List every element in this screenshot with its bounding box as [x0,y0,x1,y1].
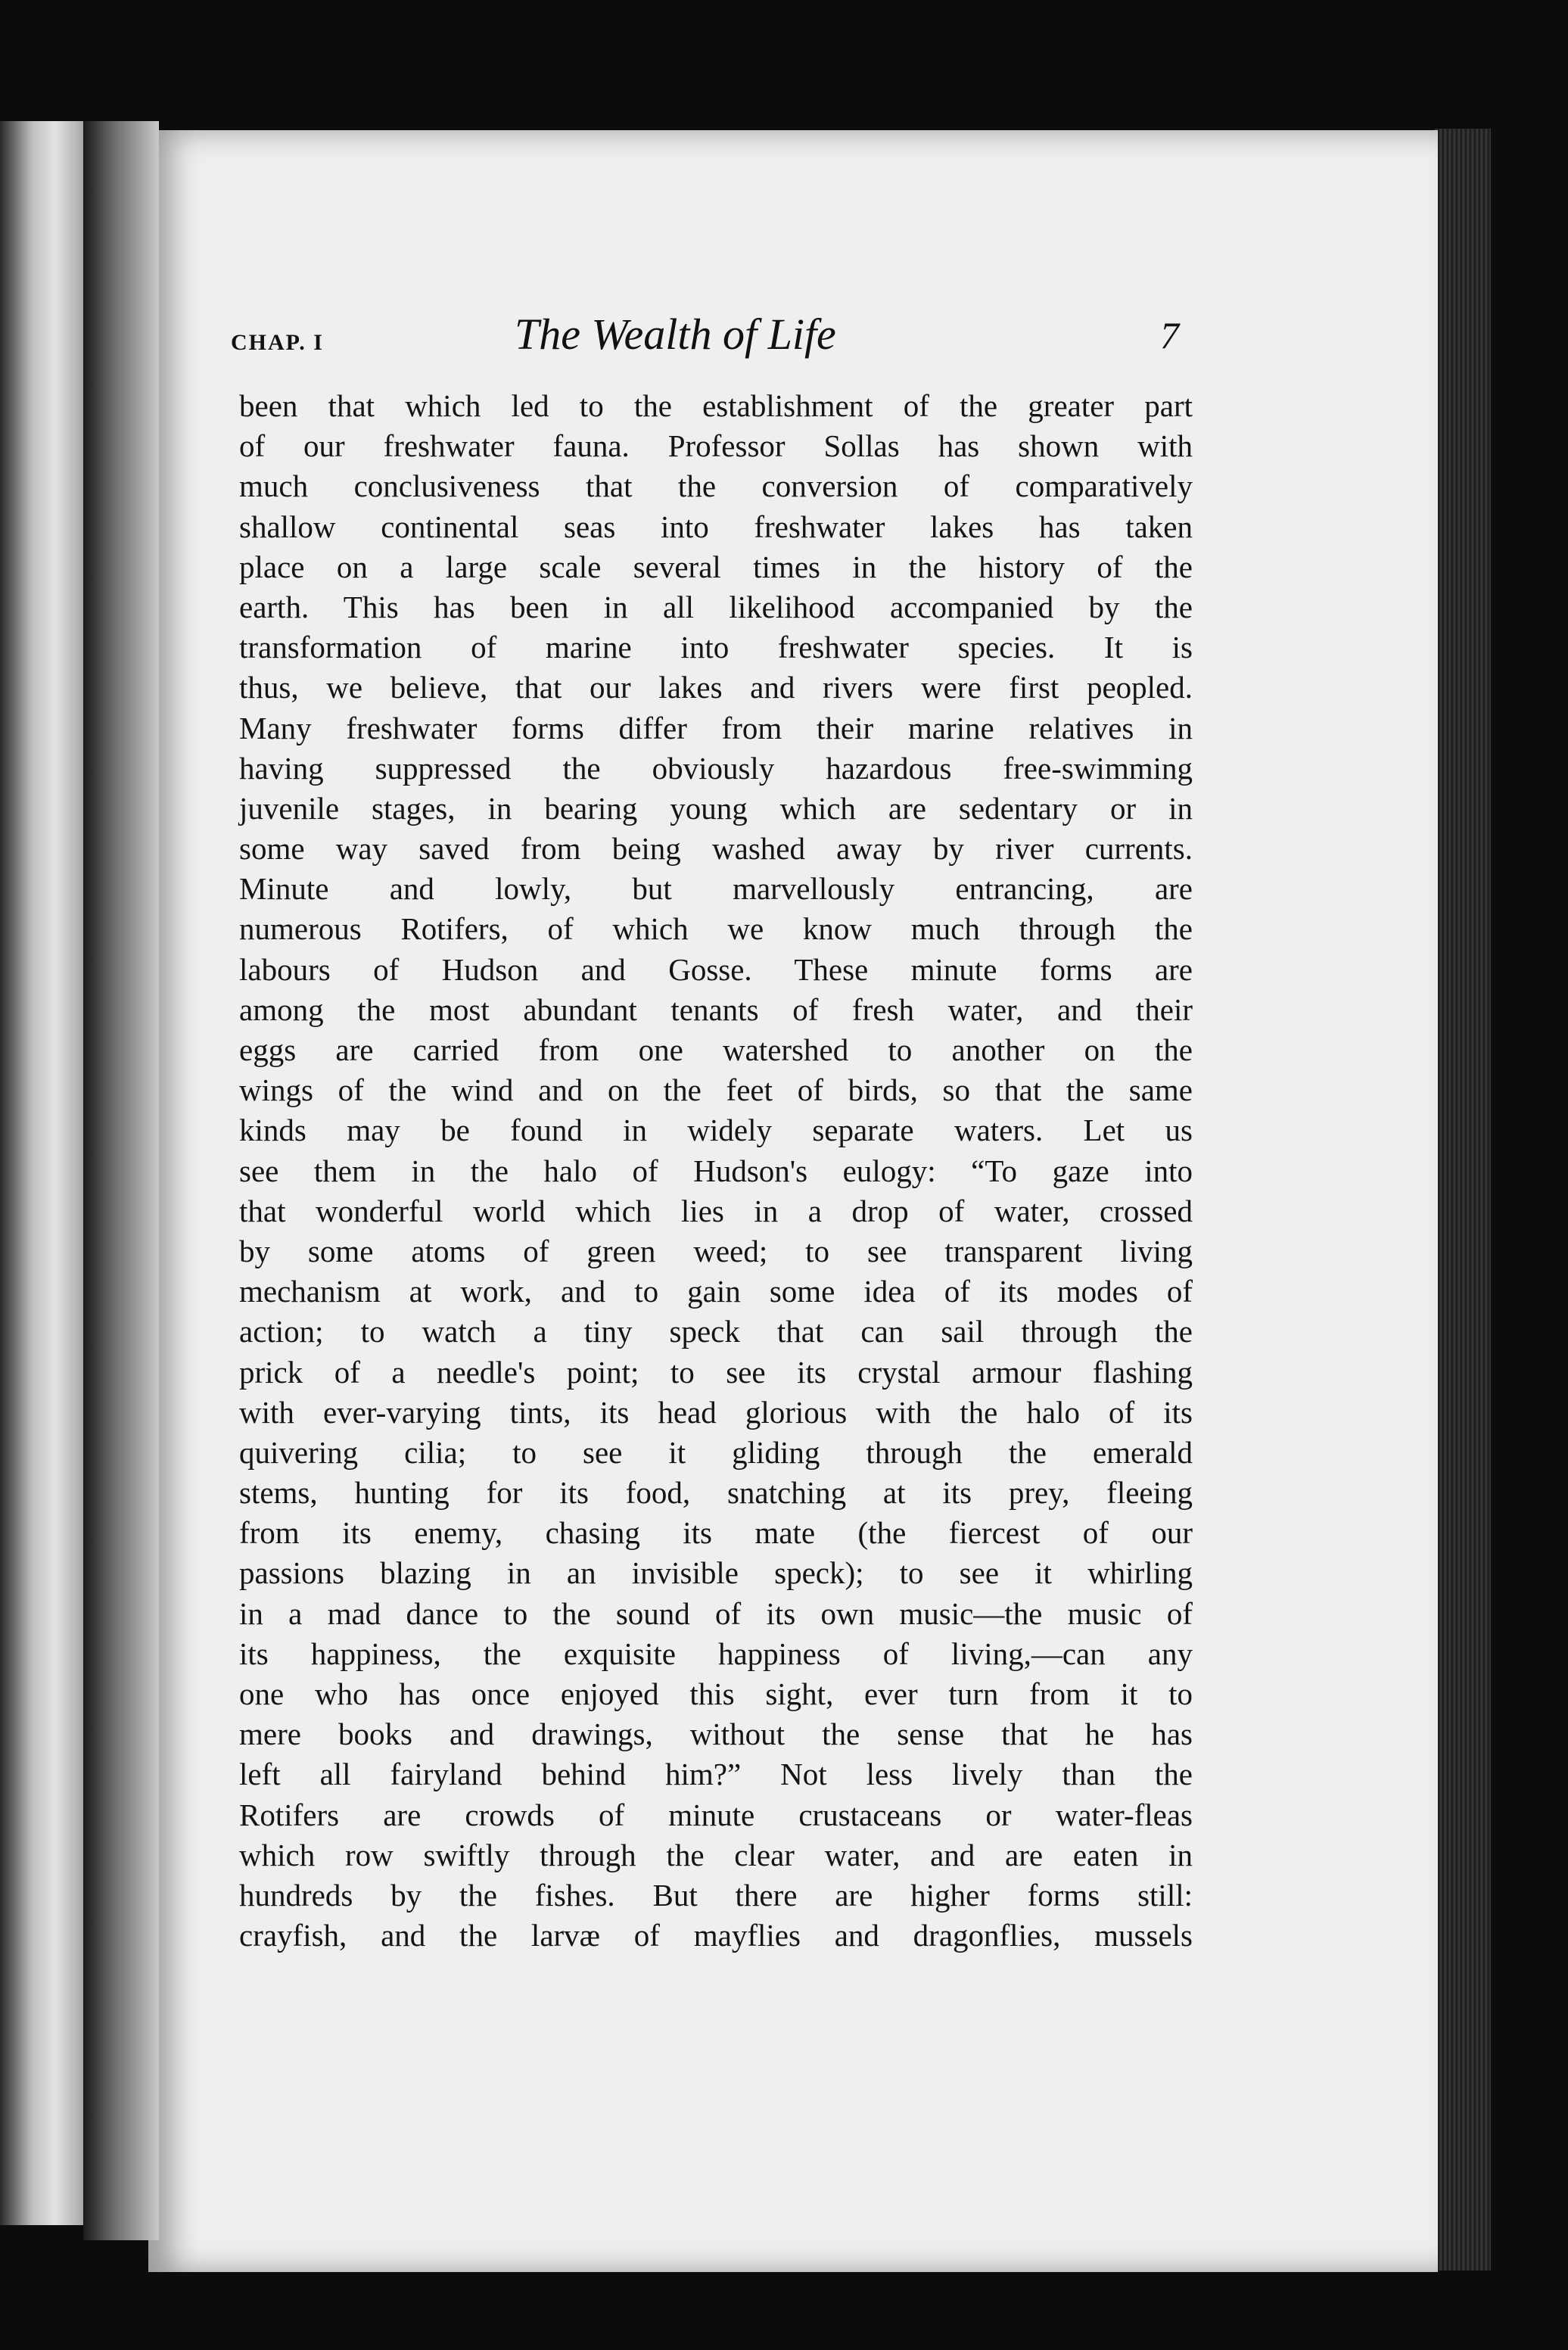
text-line: that wonderful world which lies in a drop of water, crossed [239,1193,1193,1228]
text-line: see them in the halo of Hudson's eulogy: “To gaze into [239,1153,1193,1188]
text-line: place on a large scale several times in the history of the [239,549,1193,584]
text-line: been that which led to the establishment of the greater part [239,388,1193,423]
text-line: hundreds by the fishes. But there are higher forms still: [239,1877,1193,1913]
text-line: earth. This has been in all likelihood accompanied by the [239,589,1193,624]
text-line: one who has once enjoyed this sight, ever turn from it to [239,1676,1193,1711]
text-line: of our freshwater fauna. Professor Sollas has shown with [239,428,1193,464]
text-line: thus, we believe, that our lakes and rivers were first peopled. [239,670,1193,705]
text-line: eggs are carried from one watershed to another on the [239,1032,1193,1067]
text-line: prick of a needle's point; to see its crystal armour flashing [239,1354,1193,1390]
text-line: some way saved from being washed away by river currents. [239,831,1193,867]
text-line: kinds may be found in widely separate waters. Let us [239,1113,1193,1148]
text-line: Minute and lowly, but marvellously entrancing, are [239,871,1193,907]
text-line: stems, hunting for its food, snatching at its prey, fleeing [239,1475,1193,1511]
text-line: much conclusiveness that the conversion of comparatively [239,468,1193,504]
text-line: having suppressed the obviously hazardous free-swimming [239,750,1193,786]
text-line: transformation of marine into freshwater species. It is [239,630,1193,665]
text-line: action; to watch a tiny speck that can sail through the [239,1314,1193,1349]
text-line: mere books and drawings, without the sense that he has [239,1717,1193,1752]
text-line: by some atoms of green weed; to see transparent living [239,1233,1193,1268]
text-line: juvenile stages, in bearing young which are sedentary or in [239,790,1193,826]
text-line: left all fairyland behind him?” Not less lively than the [239,1757,1193,1792]
text-line: wings of the wind and on the feet of birds, so that the same [239,1072,1193,1108]
text-line: labours of Hudson and Gosse. These minute forms are [239,951,1193,987]
text-line: Rotifers are crowds of minute crustaceans or water-fleas [239,1797,1193,1832]
text-line: crayfish, and the larvæ of mayflies and dragonflies, mussels [239,1918,1193,1953]
facing-page-edge [0,121,91,2225]
book-title: The Wealth of Life [515,310,836,359]
text-line: in a mad dance to the sound of its own music—the music of [239,1595,1193,1631]
text-line: mechanism at work, and to gain some idea of its modes of [239,1274,1193,1309]
text-line: numerous Rotifers, of which we know much through the [239,911,1193,947]
gutter-shadow [83,121,159,2240]
text-line: with ever-varying tints, its head glorious with the halo of its [239,1394,1193,1430]
page-number: 7 [1160,314,1179,356]
text-line: quivering cilia; to see it gliding through the emerald [239,1434,1193,1470]
page-stack-edge [1434,129,1491,2271]
text-line: which row swiftly through the clear water, and are eaten in [239,1837,1193,1872]
text-line: shallow continental seas into freshwater lakes has taken [239,509,1193,544]
running-head [231,309,1215,369]
text-line: Many freshwater forms differ from their marine relatives in [239,710,1193,745]
text-line: among the most abundant tenants of fresh water, and their [239,991,1193,1027]
body-paragraph [239,386,1193,1956]
text-line: passions blazing in an invisible speck); to see it whirling [239,1555,1193,1591]
text-line: from its enemy, chasing its mate (the fiercest of our [239,1515,1193,1551]
chapter-label: CHAP. I [231,330,324,355]
text-line: its happiness, the exquisite happiness of living,—can any [239,1636,1193,1671]
